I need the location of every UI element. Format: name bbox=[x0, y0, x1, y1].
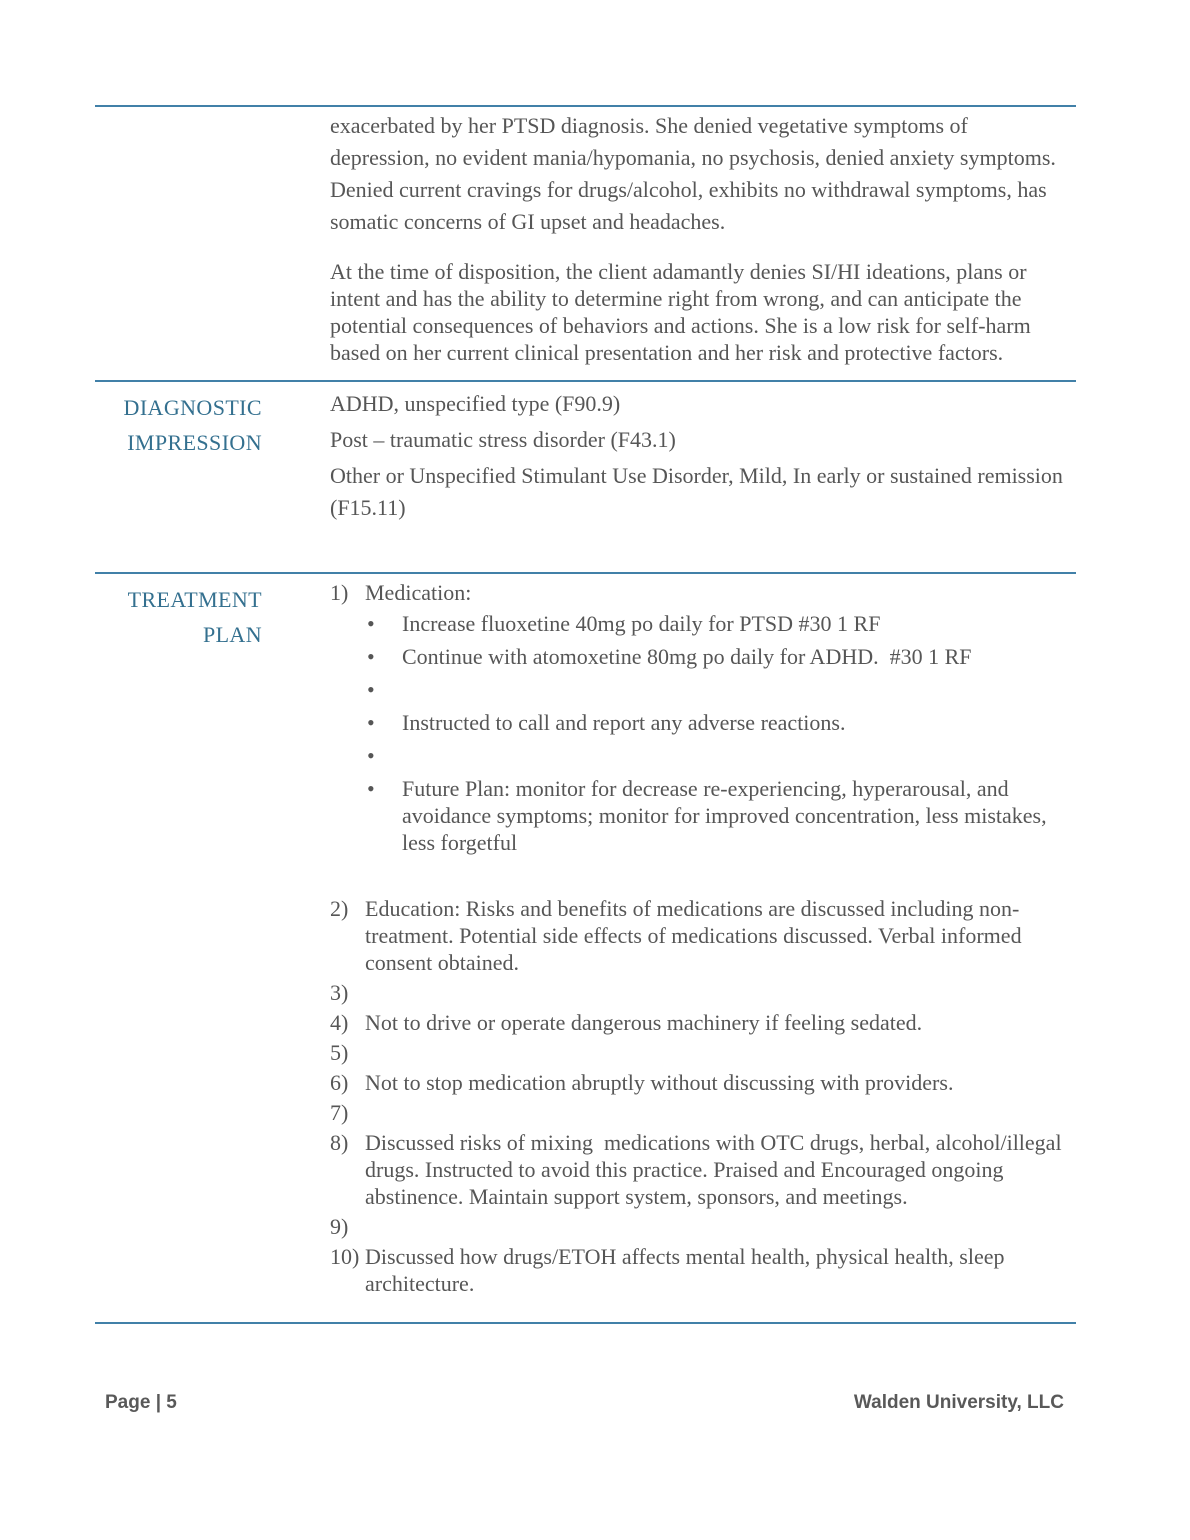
bullet-text: Future Plan: monitor for decrease re-experiencing, hyperarousal, and avoidance symptoms; monitor for improved concentration, less mistakes, less forgetful bbox=[402, 776, 1053, 855]
treatment-item-7 bbox=[330, 1099, 1065, 1126]
section-diagnostic-impression bbox=[95, 380, 1076, 572]
item-number: 7) bbox=[330, 1100, 349, 1125]
treatment-plan-heading bbox=[95, 574, 262, 1322]
medication-bullet bbox=[365, 709, 1065, 736]
treatment-item-text: Education: Risks and benefits of medications are discussed including non-treatment. Potential side effects of medications discussed. Verbal informed consent obtained. bbox=[365, 896, 1028, 975]
footer-organization: Walden University, LLC bbox=[853, 1392, 1064, 1413]
treatment-item-3 bbox=[330, 979, 1065, 1006]
medication-bullet bbox=[365, 775, 1065, 856]
treatment-item-4 bbox=[330, 1009, 1065, 1036]
diagnostic-impression-heading bbox=[95, 382, 262, 572]
bullet-text bbox=[402, 742, 1065, 769]
treatment-plan-list bbox=[330, 574, 1068, 1322]
list-spacer bbox=[330, 865, 1065, 895]
section-narrative bbox=[95, 105, 1076, 380]
treatment-item-text: Discussed how drugs/ETOH affects mental health, physical health, sleep architecture. bbox=[365, 1244, 1010, 1296]
medication-bullet-list bbox=[365, 610, 1065, 856]
treatment-heading-line-2: PLAN bbox=[202, 622, 262, 647]
page-footer bbox=[95, 1392, 1076, 1414]
diagnosis-item: Post – traumatic stress disorder (F43.1) bbox=[330, 427, 676, 452]
item-number: 1) bbox=[330, 580, 349, 605]
page-number: Page | 5 bbox=[105, 1392, 177, 1413]
treatment-item-10 bbox=[330, 1243, 1065, 1297]
treatment-item-8 bbox=[330, 1129, 1068, 1210]
item-number: 3) bbox=[330, 980, 349, 1005]
bullet-icon: • bbox=[367, 644, 375, 669]
bullet-text: Continue with atomoxetine 80mg po daily for ADHD. #30 1 RF bbox=[402, 644, 972, 669]
diagnostic-heading-line-2: IMPRESSION bbox=[127, 430, 262, 455]
diagnosis-item: ADHD, unspecified type (F90.9) bbox=[330, 391, 621, 416]
section-treatment-plan bbox=[95, 572, 1076, 1322]
diagnosis-list bbox=[330, 382, 1069, 572]
medication-bullet bbox=[365, 643, 1065, 670]
diagnostic-heading-line-1: DIAGNOSTIC bbox=[123, 395, 262, 420]
item-number: 2) bbox=[330, 896, 349, 921]
table-bottom-rule bbox=[95, 1322, 1076, 1324]
treatment-item-text: Medication: bbox=[365, 580, 472, 605]
treatment-item-text bbox=[365, 979, 1065, 1006]
bullet-icon: • bbox=[367, 743, 375, 768]
document-table bbox=[95, 105, 1076, 1324]
narrative-text bbox=[330, 107, 1065, 380]
narrative-paragraph-1: exacerbated by her PTSD diagnosis. She denied vegetative symptoms of depression, no evident mania/hypomania, no psychosis, denied anxiety symptoms. Denied current cravings for drugs/alcohol, exhibits no withdrawal symptoms, has somatic concerns of GI upset and headaches. bbox=[330, 113, 1062, 234]
item-number: 8) bbox=[330, 1130, 349, 1155]
bullet-icon: • bbox=[367, 710, 375, 735]
treatment-item-text bbox=[365, 1099, 1065, 1126]
treatment-item-text: Not to stop medication abruptly without discussing with providers. bbox=[365, 1070, 954, 1095]
treatment-item-9 bbox=[330, 1213, 1065, 1240]
treatment-item-text bbox=[365, 1039, 1065, 1066]
treatment-item-1 bbox=[330, 579, 1065, 862]
item-number: 9) bbox=[330, 1214, 349, 1239]
bullet-icon: • bbox=[367, 677, 375, 702]
item-number: 5) bbox=[330, 1040, 349, 1065]
bullet-icon: • bbox=[367, 776, 375, 801]
item-number: 10) bbox=[330, 1244, 360, 1269]
treatment-heading-line-1: TREATMENT bbox=[127, 587, 262, 612]
bullet-text: Increase fluoxetine 40mg po daily for PTSD #30 1 RF bbox=[402, 611, 881, 636]
bullet-text bbox=[402, 676, 1065, 703]
diagnosis-item: Other or Unspecified Stimulant Use Disorder, Mild, In early or sustained remission (F15.11) bbox=[330, 463, 1069, 520]
item-number: 6) bbox=[330, 1070, 349, 1095]
treatment-item-6 bbox=[330, 1069, 1065, 1096]
narrative-label-empty bbox=[95, 107, 262, 380]
treatment-item-5 bbox=[330, 1039, 1065, 1066]
treatment-item-text: Discussed risks of mixing medications with OTC drugs, herbal, alcohol/illegal drugs. Instructed to avoid this practice. Praised and Encouraged ongoing abstinence. Maintain support system, sponsors, and meetings. bbox=[365, 1130, 1068, 1209]
medication-bullet-empty bbox=[365, 676, 1065, 703]
bullet-icon: • bbox=[367, 611, 375, 636]
medication-bullet bbox=[365, 610, 1065, 637]
item-number: 4) bbox=[330, 1010, 349, 1035]
narrative-paragraph-2: At the time of disposition, the client adamantly denies SI/HI ideations, plans or intent and has the ability to determine right from wrong, and can anticipate the potential consequences of behaviors and actions. She is a low risk for self-harm based on her current clinical presentation and her risk and protective factors. bbox=[330, 259, 1037, 365]
bullet-text: Instructed to call and report any adverse reactions. bbox=[402, 710, 846, 735]
treatment-item-text: Not to drive or operate dangerous machinery if feeling sedated. bbox=[365, 1010, 923, 1035]
treatment-item-text bbox=[365, 1213, 1065, 1240]
treatment-item-2 bbox=[330, 895, 1065, 976]
medication-bullet-empty bbox=[365, 742, 1065, 769]
